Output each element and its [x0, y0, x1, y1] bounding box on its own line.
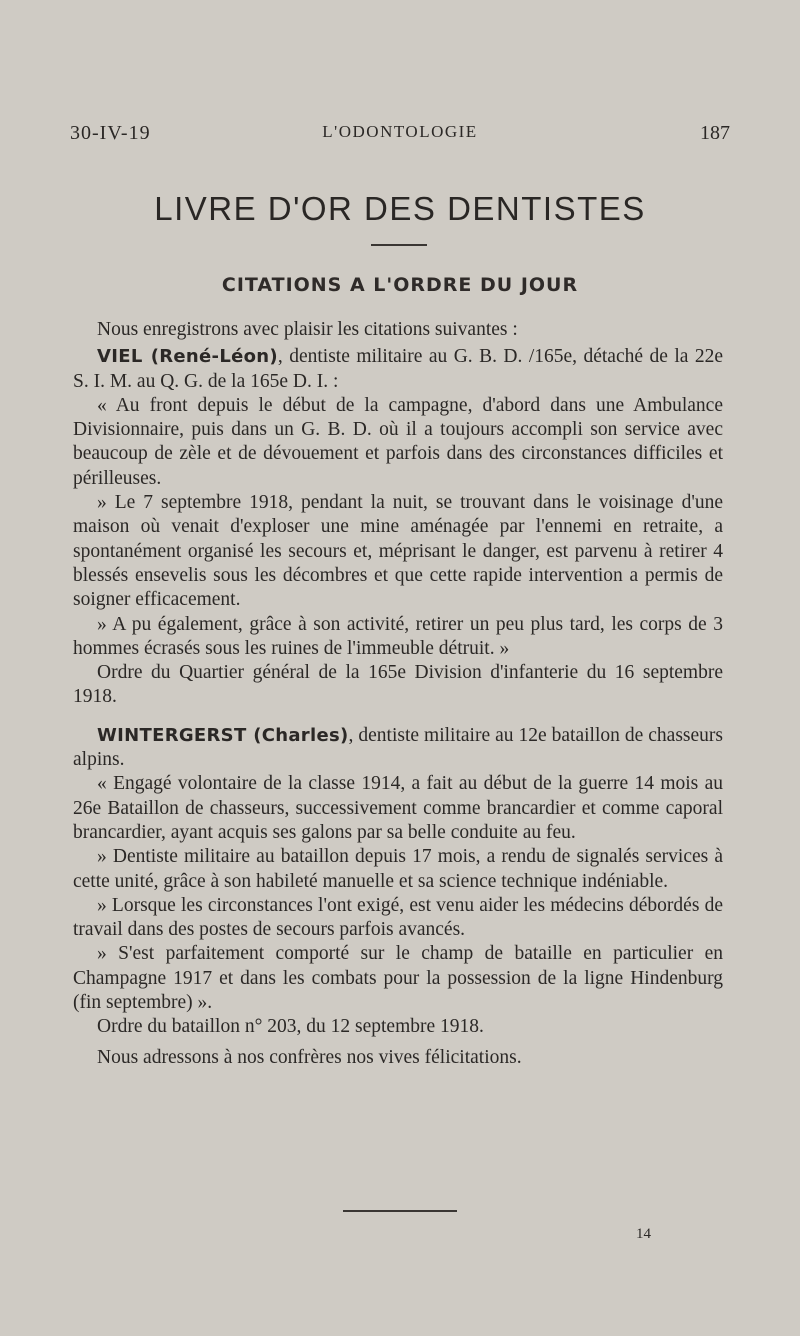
article-body: [73, 318, 723, 1070]
section-subtitle: CITATIONS A L'ORDRE DU JOUR: [221, 274, 579, 296]
citation-paragraph: « Engagé volontaire de la classe 1914, a fait au début de la guerre 14 mois au 26e Bataillon de chasseurs, successivement comme brancardier et comme caporal brancardier, ayant acquis ses galons par sa belle conduite au feu.: [73, 773, 723, 843]
issue-date: 30-IV-19: [70, 122, 151, 144]
signature-folio: 14: [636, 1226, 651, 1242]
intro-paragraph: Nous enregistrons avec plaisir les citations suivantes :: [97, 319, 518, 340]
citation-paragraph: » Dentiste militaire au bataillon depuis 17 mois, a rendu de signalés services à cette unité, grâce à son habileté manuelle et sa science technique indéniable.: [73, 846, 723, 892]
page-number: 187: [700, 122, 730, 144]
citation-paragraph: « Au front depuis le début de la campagne, d'abord dans une Ambulance Divisionnaire, puis dans un G. B. D. où il a toujours accompli son service avec beaucoup de zèle et de dévouement et parfois dans des circonstances difficiles et périlleuses.: [73, 394, 723, 489]
citation-role: , dentiste militaire au 12e bataillon de chasseurs alpins.: [73, 724, 723, 771]
running-head: [70, 122, 730, 150]
citation-paragraph: » Le 7 septembre 1918, pendant la nuit, se trouvant dans le voisinage d'une maison où venait d'exploser une mine aménagée par l'ennemi en retraite, a spontanément organisé les secours et, méprisant le danger, est parvenu à retirer 4 blessés ensevelis sous les décombres et que cette rapide intervention a permis de soigner efficacement.: [73, 492, 723, 611]
citation-paragraph: » S'est parfaitement comporté sur le champ de bataille en particulier en Champagne 1917 et dans les combats pour la possession de la ligne Hindenburg (fin septembre) ».: [73, 943, 723, 1014]
citation-paragraph: » Lorsque les circonstances l'ont exigé, est venu aider les médecins débordés de travail dans des postes de secours parfois avancés.: [73, 894, 723, 941]
citation-name: WINTERGERST (Charles): [97, 724, 349, 746]
citation-viel-heading: [73, 345, 723, 394]
citation-order: Ordre du bataillon n° 203, du 12 septembre 1918.: [97, 1016, 484, 1038]
page-title: LIVRE D'OR DES DENTISTES: [154, 190, 646, 227]
citation-order: Ordre du Quartier général de la 165e Division d'infanterie du 16 septembre 1918.: [73, 662, 723, 708]
closing-paragraph: Nous adressons à nos confrères nos vives félicitations.: [97, 1046, 522, 1068]
citation-role: , dentiste militaire au G. B. D. /165e, détaché de la 22e S. I. M. au Q. G. de la 165e D. I. :: [73, 346, 723, 392]
citation-paragraph: » A pu également, grâce à son activité, retirer un peu plus tard, les corps de 3 hommes écrasés sous les ruines de l'immeuble détruit. »: [73, 613, 723, 659]
end-rule: [343, 1210, 457, 1212]
citation-name: VIEL (René-Léon): [97, 346, 278, 368]
title-rule: [371, 244, 427, 246]
citation-wintergerst-heading: [73, 724, 723, 773]
journal-title: L'ODONTOLOGIE: [322, 122, 478, 141]
